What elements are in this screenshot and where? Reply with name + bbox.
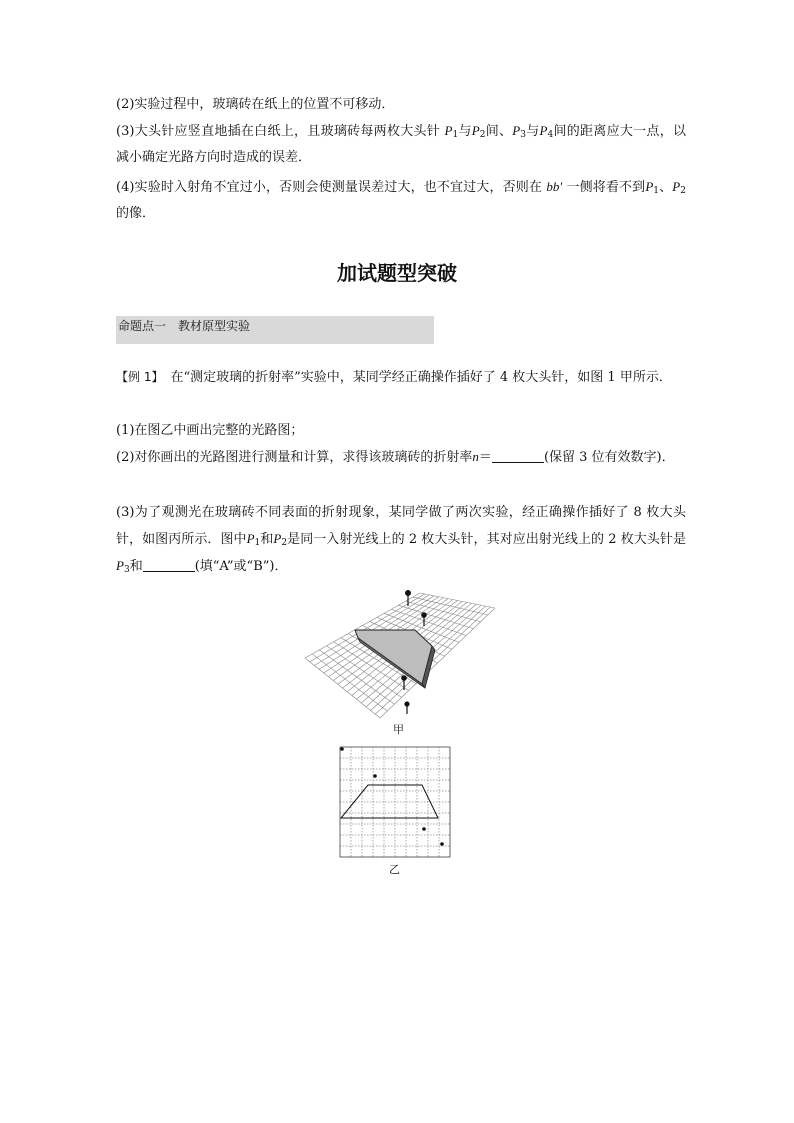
question-1: (1)在图乙中画出完整的光路图； [116,423,304,438]
note-4: (4)实验时入射角不宜过小，否则会使测量误差过大，也不宜过大，否则在 bb′ 一侧将看不到$P_1$、$P_2$的像． [116,179,686,221]
example-tag: 【例 1】 [116,370,158,384]
answer-blank-n[interactable] [492,448,544,463]
figure-yi-caption: 乙 [389,863,400,876]
section-heading: 加试题型突破 [337,261,457,285]
note-3: (3)大头针应竖直地插在白纸上，且玻璃砖每两枚大头针 $P_1$与$P_2$间、$P_3$与$P_4$间的距离应大一点，以减小确定光路方向时造成的误差． [116,123,686,165]
question-3: (3)为了观测光在玻璃砖不同表面的折射现象，某同学做了两次实验，经正确操作插好了 8 枚大头针，如图丙所示．图中$P_1$和$P_2$是同一入射光线上的 2 枚大头针，其对应出射光线上的 2 枚大头针是$P_3$和 (填“A”或“B”)． [116,505,686,575]
example-intro: 【例 1】 在“测定玻璃的折射率”实验中，某同学经正确操作插好了 4 枚大头针，如图 1 甲所示． [116,370,672,385]
figure-jia [300,588,500,723]
figure-jia-caption: 甲 [393,723,404,736]
figure-yi [338,745,452,859]
topic-banner: 命题点一 教材原型实验 [116,316,434,344]
question-2: (2)对你画出的光路图进行测量和计算，求得该玻璃砖的折射率n＝ (保留 3 位有效数字)． [116,449,675,465]
answer-blank-pin[interactable] [143,557,195,572]
note-2: (2)实验过程中，玻璃砖在纸上的位置不可移动． [116,97,395,112]
pin-dots [340,747,444,846]
